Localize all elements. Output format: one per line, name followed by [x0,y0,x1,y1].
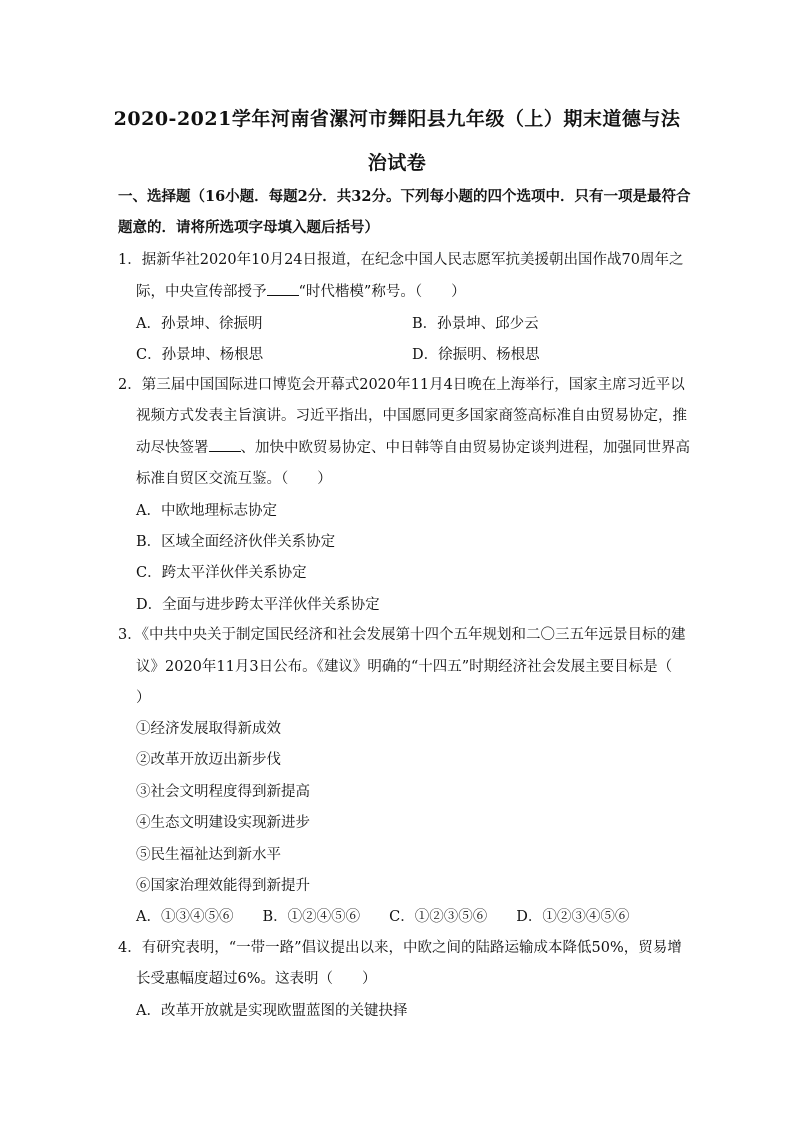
q2-option-b[interactable]: B．区域全面经济伙伴关系协定 [136,534,336,550]
q3-stem-line-3: ） [136,690,151,706]
exam-title-line-1: 2020-2021学年河南省漯河市舞阳县九年级（上）期末道德与法 [113,108,681,130]
q2-blank [209,437,241,452]
q4-stem-line-2: 长受惠幅度超过6%。这表明（ ） [136,971,377,987]
q4-stem-line-1: 4．有研究表明，“一带一路”倡议提出以来，中欧之间的陆路运输成本降低50%，贸易增 [118,940,682,956]
q3-item-1: ①经济发展取得新成效 [136,721,281,737]
q2-option-d[interactable]: D．全面与进步跨太平洋伙伴关系协定 [136,597,380,613]
q2-option-c[interactable]: C．跨太平洋伙伴关系协定 [136,565,307,581]
q1-option-d[interactable]: D．徐振明、杨根思 [412,347,540,363]
q3-item-6: ⑥国家治理效能得到新提升 [136,878,310,894]
q2-stem-line-1: 2．第三届中国国际进口博览会开幕式2020年11月4日晚在上海举行，国家主席习近平以 [118,377,685,393]
q3-stem-line-2: 议》2020年11月3日公布。《建议》明确的“十四五”时期经济社会发展主要目标是（ [136,659,673,675]
q4-option-a[interactable]: A．改革开放就是实现欧盟蓝图的关键抉择 [136,1003,408,1019]
q2-option-a[interactable]: A．中欧地理标志协定 [136,503,277,519]
q2-stem-text-pre: 动尽快签署 [136,440,209,456]
q2-stem-text-post: 、加快中欧贸易协定、中日韩等自由贸易协定谈判进程，加强同世界高 [240,440,690,456]
q1-stem-line-1: 1．据新华社2020年10月24日报道，在纪念中国人民志愿军抗美援朝出国作战70周年之 [118,252,684,268]
q3-options[interactable]: A．①③④⑤⑥ B．①②④⑤⑥ C．①②③⑤⑥ D．①②③④⑤⑥ [136,909,630,925]
q1-blank [267,281,299,296]
q2-stem-line-4: 标准自贸区交流互鉴。（ ） [136,471,332,487]
section-heading-line-2: 题意的．请将所选项字母填入题后括号） [118,219,379,236]
q3-item-5: ⑤民生福祉达到新水平 [136,847,281,863]
q1-stem-line-2 [136,280,466,301]
q3-item-3: ③社会文明程度得到新提高 [136,784,310,800]
q1-option-a[interactable]: A．孙景坤、徐振明 [136,316,263,332]
q1-stem-text-post: “时代楷模”称号。（ ） [298,284,466,300]
q2-stem-line-3 [136,436,690,457]
q2-stem-line-2: 视频方式发表主旨演讲。习近平指出，中国愿同更多国家商签高标准自由贸易协定，推 [136,408,687,424]
q3-item-4: ④生态文明建设实现新进步 [136,815,310,831]
q1-option-b[interactable]: B．孙景坤、邱少云 [412,316,539,332]
exam-title-line-2: 治试卷 [367,152,427,174]
section-heading-line-1: 一、选择题（16小题．每题2分．共32分。下列每小题的四个选项中．只有一项是最符合 [118,188,691,205]
q3-item-2: ②改革开放迈出新步伐 [136,752,281,768]
q3-stem-line-1: 3．《中共中央关于制定国民经济和社会发展第十四个五年规划和二〇三五年远景目标的建 [118,627,686,643]
q1-option-c[interactable]: C．孙景坤、杨根思 [136,347,264,363]
q1-stem-text-pre: 际，中央宣传部授予 [136,284,267,300]
